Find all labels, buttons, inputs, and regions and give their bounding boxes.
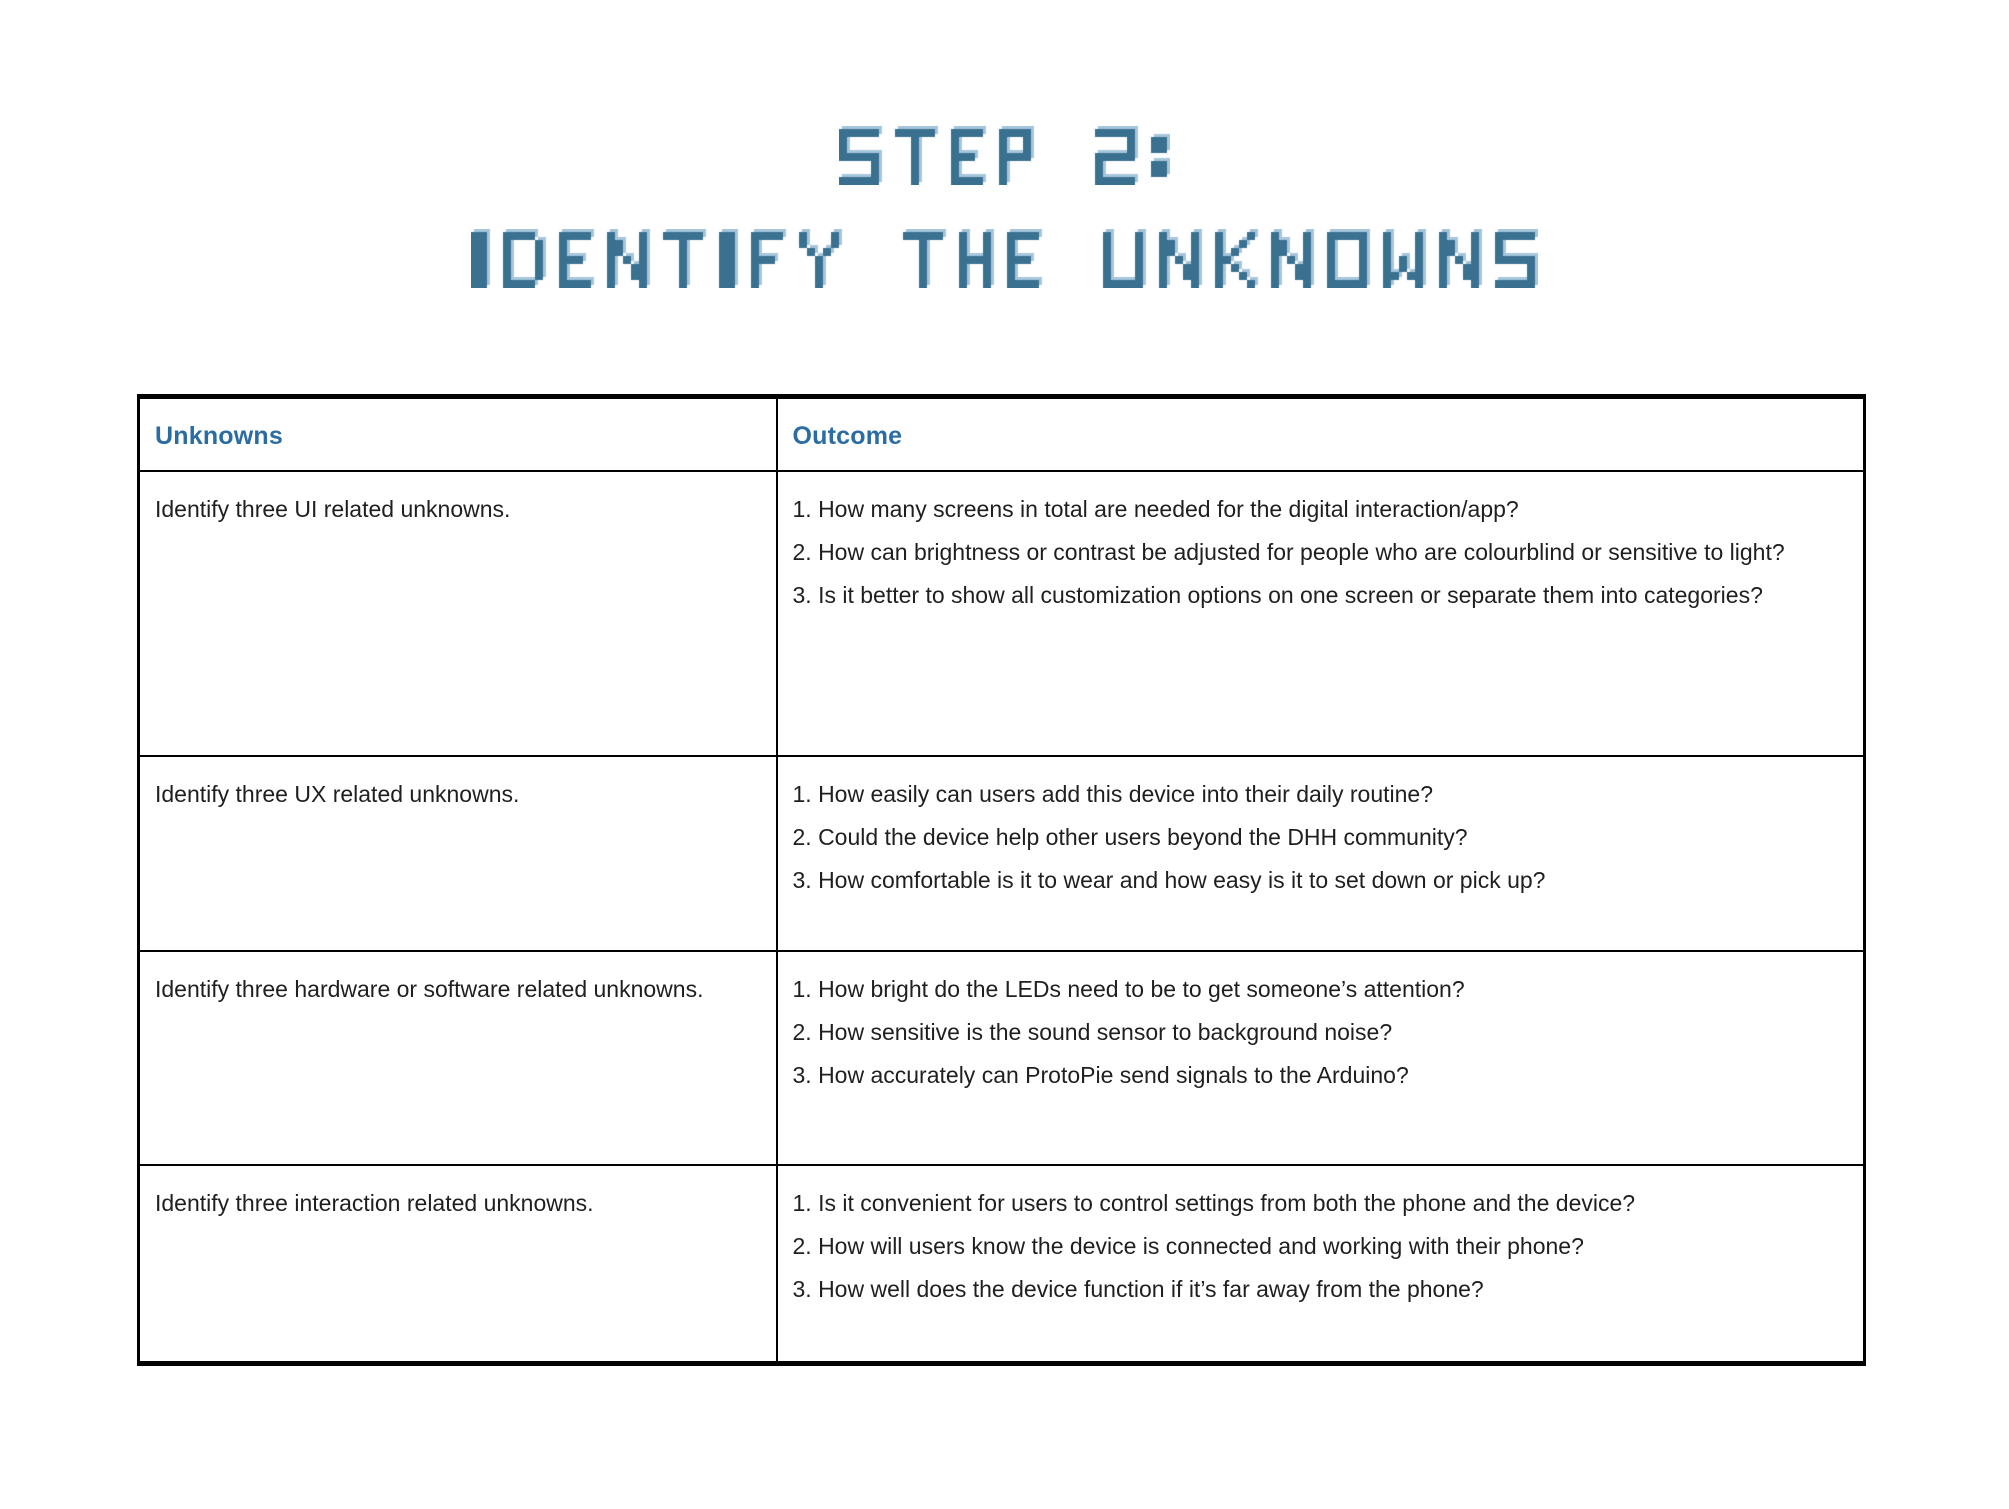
unknown-cell: Identify three UI related unknowns. — [139, 471, 777, 756]
outcome-cell — [777, 1165, 1865, 1364]
unknown-cell: Identify three UX related unknowns. — [139, 756, 777, 951]
outcome-item: 2. How will users know the device is connected and working with their phone? — [792, 1232, 1584, 1259]
table-row — [139, 471, 1865, 756]
outcome-item: 3. How well does the device function if it’s far away from the phone? — [792, 1275, 1484, 1302]
outcome-item: 2. Could the device help other users beyond the DHH community? — [792, 823, 1468, 850]
title-line-1 — [839, 126, 1170, 185]
unknowns-table — [137, 394, 1866, 1366]
outcome-item: 2. How sensitive is the sound sensor to background noise? — [792, 1018, 1393, 1045]
outcome-item: 3. How comfortable is it to wear and how easy is it to set down or pick up? — [792, 866, 1546, 893]
table-row — [139, 951, 1865, 1165]
unknown-cell: Identify three interaction related unknowns. — [139, 1165, 777, 1364]
outcome-item: 3. How accurately can ProtoPie send signals to the Arduino? — [792, 1061, 1409, 1088]
outcome-cell — [777, 756, 1865, 951]
unknown-cell: Identify three hardware or software related unknowns. — [139, 951, 777, 1165]
outcome-cell — [777, 951, 1865, 1165]
table-row — [139, 756, 1865, 951]
outcome-item: 1. How many screens in total are needed for the digital interaction/app? — [792, 495, 1519, 522]
page-title — [0, 126, 2009, 288]
table-header-row — [139, 397, 1865, 471]
outcome-item: 1. How bright do the LEDs need to be to get someone’s attention? — [792, 975, 1465, 1002]
outcome-item: 3. Is it better to show all customization options on one screen or separate them into categories? — [792, 581, 1763, 608]
outcome-item: 1. How easily can users add this device into their daily routine? — [792, 780, 1434, 807]
outcome-cell — [777, 471, 1865, 756]
title-line-2 — [471, 229, 1538, 288]
header-outcome: Outcome — [777, 397, 1865, 471]
outcome-item: 1. Is it convenient for users to control settings from both the phone and the device? — [792, 1189, 1636, 1216]
header-unknowns: Unknowns — [139, 397, 777, 471]
table-row — [139, 1165, 1865, 1364]
outcome-item: 2. How can brightness or contrast be adjusted for people who are colourblind or sensitive to light? — [792, 538, 1785, 565]
